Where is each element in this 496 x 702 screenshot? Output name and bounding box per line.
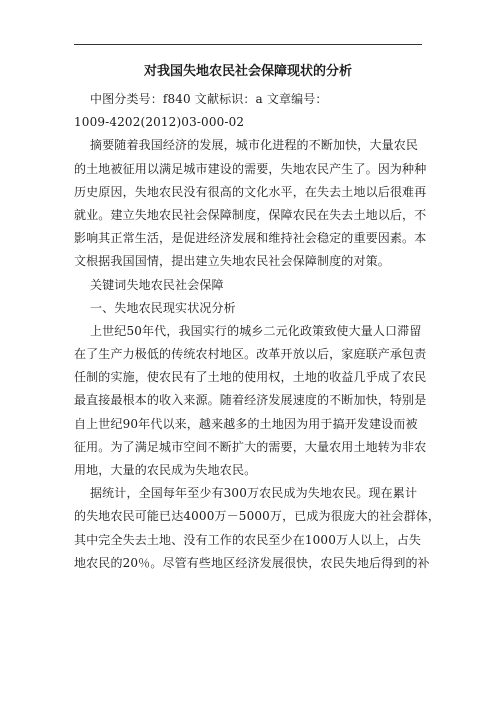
text-line: 上世纪50年代，我国实行的城乡二元化政策致使大量人口滞留 [90, 323, 422, 338]
text-line: 最直接最根本的收入来源。随着经济发展速度的不断加快，特别是 [74, 393, 427, 408]
text-line: 中图分类号：f840 文献标识：a 文章编号： [90, 92, 328, 106]
document-title: 对我国失地农民社会保障现状的分析 [143, 64, 352, 79]
text-line: 的失地农民可能已达4000万－5000万，已成为很庞大的社会群体， [74, 509, 441, 524]
text-line: 1009-4202(2012)03-000-02 [74, 115, 245, 130]
text-line: 摘要随着我国经济的发展，城市化进程的不断加快，大量农民 [90, 138, 419, 153]
text-line: 在了生产力极低的传统农村地区。改革开放以后，家庭联产承包责 [74, 347, 427, 362]
text-line: 自上世纪90年代以来，越来越多的土地因为用于搞开发建设而被 [74, 416, 418, 431]
text-line: 一、失地农民现实状况分析 [90, 300, 236, 315]
text-line: 文根据我国国情，提出建立失地农民社会保障制度的对策。 [74, 254, 390, 269]
text-line: 征用。为了满足城市空间不断扩大的需要，大量农用土地转为非农 [74, 439, 427, 454]
text-line: 据统计，全国每年至少有300万农民成为失地农民。现在累计 [90, 486, 418, 501]
text-line: 历史原因，失地农民没有很高的文化水平，在失去土地以后很难再 [74, 184, 427, 199]
text-line: 的土地被征用以满足城市建设的需要，失地农民产生了。因为种种 [74, 161, 427, 176]
text-line: 就业。建立失地农民社会保障制度，保障农民在失去土地以后，不 [74, 207, 427, 222]
text-line: 用地，大量的农民成为失地农民。 [74, 463, 257, 477]
text-line: 地农民的20％。尽管有些地区经济发展很快，农民失地后得到的补 [74, 555, 430, 570]
text-line: 影响其正常生活，是促进经济发展和维持社会稳定的重要因素。本 [74, 231, 427, 246]
body-text [74, 88, 441, 575]
text-line: 任制的实施，使农民有了土地的使用权，土地的收益几乎成了农民 [74, 370, 427, 385]
header-rule [74, 44, 422, 45]
text-line: 其中完全失去土地、没有工作的农民至少在1000万人以上，占失 [74, 532, 422, 547]
text-line: 关键词失地农民社会保障 [90, 277, 224, 292]
